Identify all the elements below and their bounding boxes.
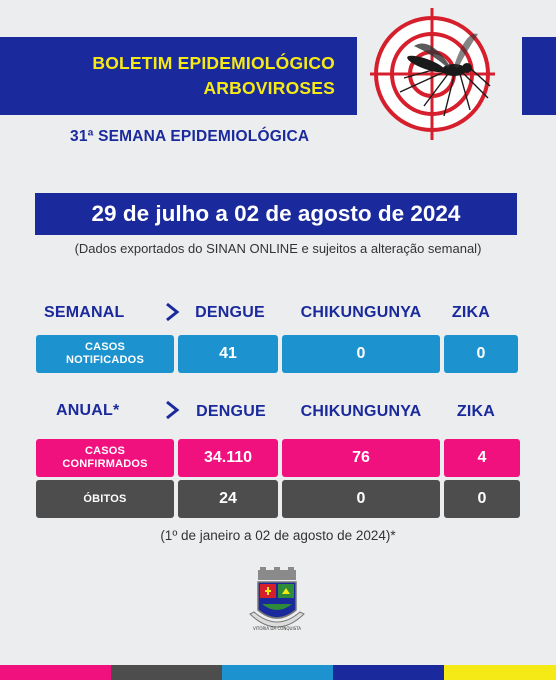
weekly-col-dengue: DENGUE [195, 304, 265, 321]
header-banner-edge [522, 37, 556, 115]
date-range: 29 de julho a 02 de agosto de 2024 [35, 193, 517, 235]
weekly-col-zika: ZIKA [451, 304, 491, 321]
footer-stripe-pink [0, 665, 111, 680]
confirmed-zika-value: 4 [444, 439, 520, 477]
deaths-dengue-value: 24 [178, 480, 278, 518]
annual-col-zika: ZIKA [456, 403, 496, 420]
chevron-right-icon [164, 400, 180, 420]
confirmed-row-label: CASOS CONFIRMADOS [36, 439, 174, 477]
footer-stripe-yellow [444, 665, 556, 680]
weekly-chikungunya-value: 0 [282, 335, 440, 373]
weekly-row-label: CASOS NOTIFICADOS [36, 335, 174, 373]
weekly-col-chikungunya: CHIKUNGUNYA [300, 304, 422, 321]
annual-col-dengue: DENGUE [196, 403, 266, 420]
weekly-label: SEMANAL [44, 304, 125, 321]
epidemiological-week: 31ª SEMANA EPIDEMIOLÓGICA [70, 128, 310, 145]
confirmed-chikungunya-value: 76 [282, 439, 440, 477]
footer-stripe-navy [333, 665, 444, 680]
weekly-dengue-value: 41 [178, 335, 278, 373]
deaths-chikungunya-value: 0 [282, 480, 440, 518]
annual-col-chikungunya: CHIKUNGUNYA [300, 403, 422, 420]
header-banner [0, 37, 357, 115]
city-crest-icon [246, 566, 308, 640]
bulletin-title-line1: BOLETIM EPIDEMIOLÓGICO [92, 53, 335, 73]
date-note: (Dados exportados do SINAN ONLINE e sujeitos a alteração semanal) [74, 241, 482, 256]
bulletin-title [92, 51, 335, 101]
chevron-right-icon [164, 302, 180, 322]
crest-ribbon-text: VITÓRIA DA CONQUISTA [252, 626, 302, 631]
annual-label: ANUAL* [56, 402, 120, 419]
weekly-zika-value: 0 [444, 335, 518, 373]
bulletin-title-line2: ARBOVIROSES [203, 78, 335, 98]
deaths-row-label: ÓBITOS [36, 480, 174, 518]
footer-stripe-blue [222, 665, 333, 680]
target-icon [370, 6, 495, 140]
deaths-zika-value: 0 [444, 480, 520, 518]
footer-stripe-gray [111, 665, 222, 680]
confirmed-dengue-value: 34.110 [178, 439, 278, 477]
period-note: (1º de janeiro a 02 de agosto de 2024)* [160, 528, 396, 543]
